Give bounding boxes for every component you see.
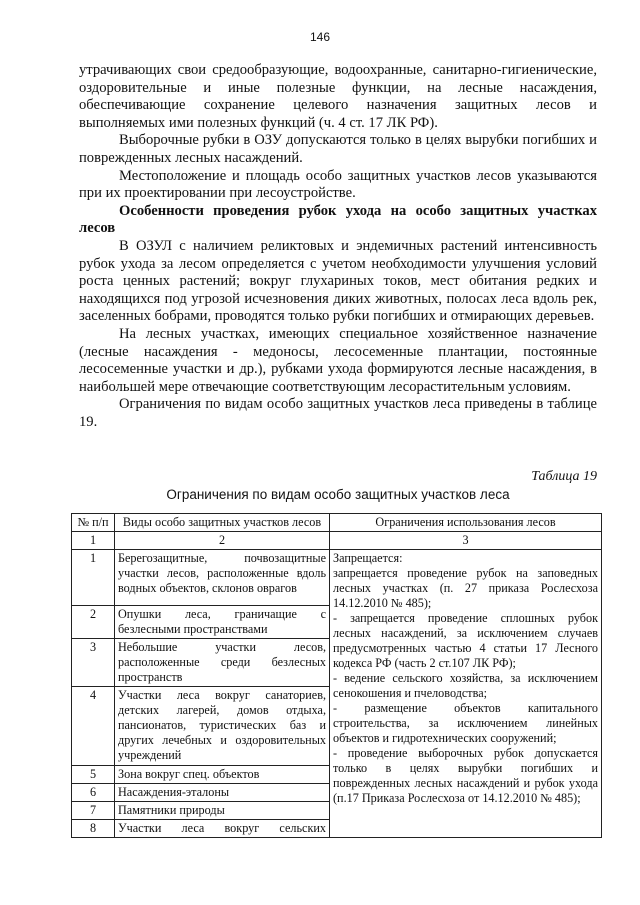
- restriction-line: запрещается проведение рубок на заповедных лесных участках (п. 27 приказа Рослесхоза 14.12.2010 № 485);: [333, 566, 598, 610]
- paragraph: Местоположение и площадь особо защитных участков лесов указываются при их проектировании при лесоустройстве.: [79, 167, 597, 202]
- header-type: Виды особо защитных участков лесов: [115, 514, 330, 532]
- row-type: Памятники природы: [115, 802, 330, 820]
- row-number: 2: [72, 606, 115, 639]
- restriction-line: - запрещается проведение сплошных рубок лесных насаждений, за исключением случаев предусмотренных частью 4 статьи 17 Лесного кодекса РФ (часть 2 ст.107 ЛК РФ);: [333, 611, 598, 670]
- row-number: 4: [72, 687, 115, 766]
- col-number: 1: [72, 532, 115, 550]
- paragraph: В ОЗУЛ с наличием реликтовых и эндемичных растений интенсивность рубок ухода за лесом определяется с учетом необходимости улучшения условий роста ценных растений; вокруг глухариных токов, мест обитания редких и находящихся под угрозой исчезновения диких животных, полосах леса вдоль рек, заселенных бобрами, проводятся только рубки погибших и отмирающих деревьев.: [79, 237, 597, 325]
- table-row: [72, 550, 602, 606]
- restrictions-cell: [330, 550, 602, 838]
- row-type: Небольшие участки лесов, расположенные среди безлесных пространств: [115, 639, 330, 687]
- restriction-line: - проведение выборочных рубок допускается только в целях вырубки погибших и поврежденных лесных насаждений и рубок ухода (п.17 Приказа Рослесхоза от 14.12.2010 № 485);: [333, 746, 598, 805]
- row-number: 6: [72, 784, 115, 802]
- header-restrictions: Ограничения использования лесов: [330, 514, 602, 532]
- row-type: Зона вокруг спец. объектов: [115, 766, 330, 784]
- paragraph: На лесных участках, имеющих специальное хозяйственное назначение (лесные насаждения - медоносы, лесосеменные плантации, постоянные лесосеменные участки и др.), рубками ухода формируются лесные насаждения, в наибольшей мере отвечающие соответствующим лесорастительным условиям.: [79, 325, 597, 395]
- row-number: 3: [72, 639, 115, 687]
- row-number: 1: [72, 550, 115, 606]
- row-number: 8: [72, 820, 115, 838]
- restriction-line: - размещение объектов капитального строительства, за исключением линейных объектов и гидротехнических сооружений;: [333, 701, 598, 745]
- row-type: Насаждения-эталоны: [115, 784, 330, 802]
- table-label: Таблица 19: [531, 469, 597, 484]
- row-type: Опушки леса, граничащие с безлесными пространствами: [115, 606, 330, 639]
- row-type: Участки леса вокруг санаториев, детских лагерей, домов отдыха, пансионатов, туристических баз и других лечебных и оздоровительных учреждений: [115, 687, 330, 766]
- restriction-line: Запрещается:: [333, 551, 403, 565]
- paragraph: Ограничения по видам особо защитных участков леса приведены в таблице 19.: [79, 396, 597, 430]
- section-heading: Особенности проведения рубок ухода на особо защитных участках лесов: [79, 202, 597, 237]
- row-number: 7: [72, 802, 115, 820]
- table-title: Ограничения по видам особо защитных участков леса: [166, 487, 510, 502]
- body-text: [79, 62, 597, 431]
- col-number: 3: [330, 532, 602, 550]
- col-number: 2: [115, 532, 330, 550]
- restriction-line: - ведение сельского хозяйства, за исключением сенокошения и пчеловодства;: [333, 671, 598, 700]
- page-number: 146: [309, 30, 331, 44]
- header-number: № п/п: [72, 514, 115, 532]
- row-type: Участки леса вокруг сельских: [115, 820, 330, 838]
- row-type: Берегозащитные, почвозащитные участки лесов, расположенные вдоль водных объектов, склонов оврагов: [115, 550, 330, 606]
- paragraph: Выборочные рубки в ОЗУ допускаются только в целях вырубки погибших и поврежденных лесных насаждений.: [79, 132, 597, 166]
- restrictions-table: [71, 513, 602, 838]
- paragraph: утрачивающих свои средообразующие, водоохранные, санитарно-гигиенические, оздоровительные и иные полезные функции, на лесные насаждения, обеспечивающие сохранение целевого назначения защитных лесов и выполняемых ими полезных функций (ч. 4 ст. 17 ЛК РФ).: [79, 62, 597, 131]
- row-number: 5: [72, 766, 115, 784]
